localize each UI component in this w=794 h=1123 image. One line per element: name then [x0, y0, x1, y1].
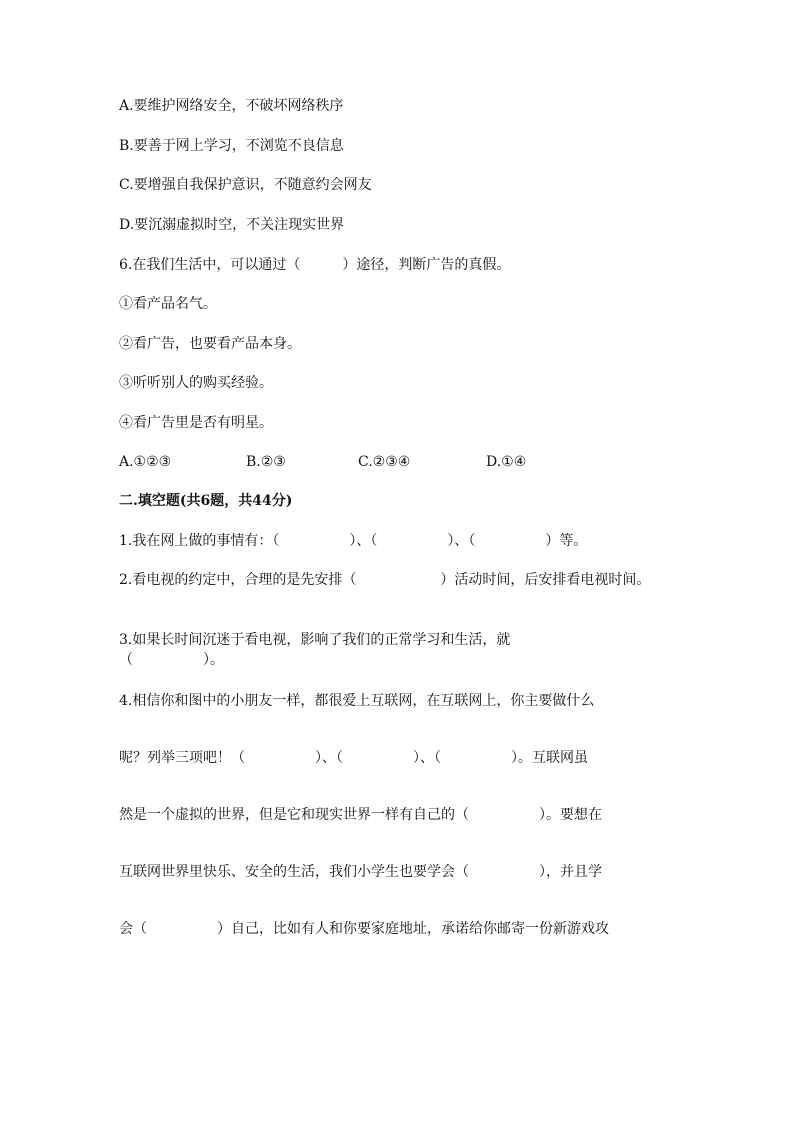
fill-q4-line1: 4.相信你和图中的小朋友一样，都很爱上互联网，在互联网上，你主要做什么: [119, 693, 595, 709]
q5-option-b: B.要善于网上学习，不浏览不良信息: [119, 138, 344, 154]
q6-item-3: ③听听别人的购买经验。: [119, 375, 273, 391]
q5-option-c: C.要增强自我保护意识，不随意约会网友: [119, 177, 372, 193]
fill-q4-line4: 互联网世界里快乐、安全的生活，我们小学生也要学会（ ），并且学: [119, 864, 602, 880]
q6-item-4: ④看广告里是否有明星。: [119, 415, 273, 431]
q6-choice-c: C.②③④: [358, 454, 411, 470]
q6-item-1: ①看产品名气。: [119, 296, 217, 312]
fill-q3-line2: （ ）。: [119, 652, 224, 668]
fill-q3-line1: 3.如果长时间沉迷于看电视，影响了我们的正常学习和生活，就: [119, 632, 511, 648]
fill-q4-line2: 呢？列举三项吧！（ ）、（ ）、（ ）。互联网虽: [119, 750, 588, 766]
q5-option-a: A.要维护网络安全，不破坏网络秩序: [119, 98, 344, 114]
section-2-title: 二.填空题(共6题，共44分): [119, 493, 293, 509]
q6-choice-a: A.①②③: [119, 454, 172, 470]
q6-stem: 6.在我们生活中，可以通过（ ）途径，判断广告的真假。: [119, 257, 511, 273]
fill-q4-line3: 然是一个虚拟的世界，但是它和现实世界一样有自己的（ ）。要想在: [119, 807, 602, 823]
q6-choice-d: D.①④: [486, 454, 527, 470]
q5-option-d: D.要沉溺虚拟时空，不关注现实世界: [119, 217, 345, 233]
q6-choices: [119, 452, 679, 472]
fill-q1: 1.我在网上做的事情有：（ ）、（ ）、（ ）等。: [119, 533, 588, 549]
fill-q2: 2.看电视的约定中，合理的是先安排（ ）活动时间，后安排看电视时间。: [119, 572, 651, 588]
fill-q4-line5: 会（ ）自己，比如有人和你要家庭地址，承诺给你邮寄一份新游戏攻: [119, 921, 609, 937]
q6-choice-b: B.②③: [246, 454, 286, 470]
q6-item-2: ②看广告，也要看产品本身。: [119, 336, 301, 352]
